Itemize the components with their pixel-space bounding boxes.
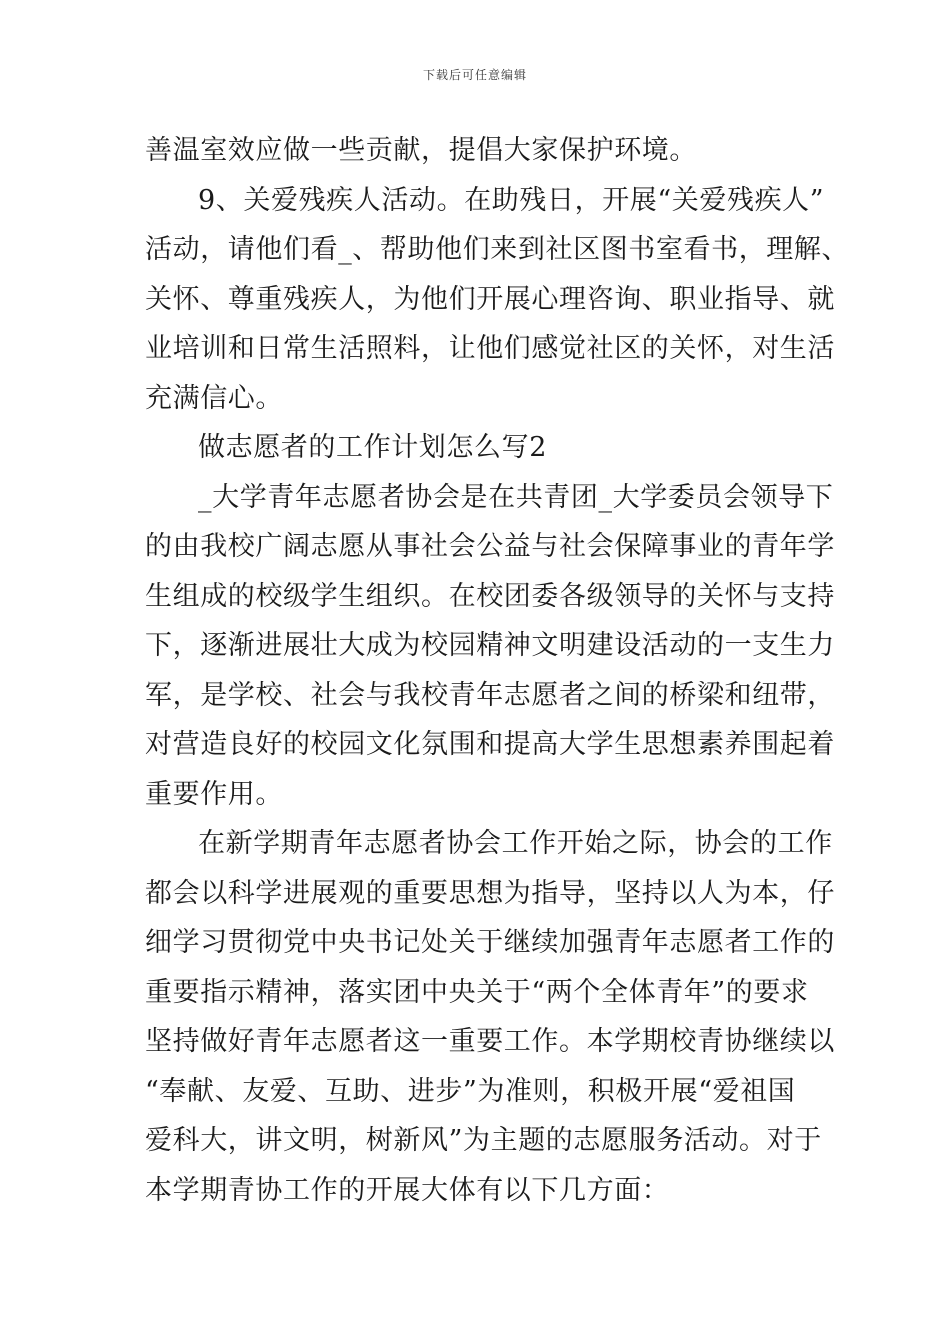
text-line: 重要指示精神，落实团中央关于“两个全体青年”的要求 [145, 976, 809, 1008]
text-line: 对营造良好的校园文化氛围和提高大学生思想素养围起着 [145, 729, 835, 760]
text-line: 坚持做好青年志愿者这一重要工作。本学期校青协继续以 [145, 1026, 835, 1057]
text-line: 善温室效应做一些贡献，提倡大家保护环境。 [145, 135, 697, 166]
text-line: 细学习贯彻党中央书记处关于继续加强青年志愿者工作的 [145, 927, 835, 958]
text-line: 在新学期青年志愿者协会工作开始之际，协会的工作 [198, 828, 833, 859]
section-heading: 做志愿者的工作计划怎么写2 [198, 432, 547, 463]
text-line: 下，逐渐进展壮大成为校园精神文明建设活动的一支生力 [145, 630, 835, 661]
text-line: “奉献、友爱、互助、进步”为准则，积极开展“爱祖国 [145, 1075, 796, 1107]
text-line: 生组成的校级学生组织。在校团委各级领导的关怀与支持 [145, 580, 835, 612]
text-line: 军，是学校、社会与我校青年志愿者之间的桥梁和纽带， [145, 679, 835, 711]
text-line: 爱科大，讲文明，树新风”为主题的志愿服务活动。对于 [145, 1125, 822, 1156]
text-line: 9、关爱残疾人活动。在助残日，开展“关爱残疾人” [198, 184, 825, 216]
text-line: 都会以科学进展观的重要思想为指导，坚持以人为本，仔 [145, 877, 835, 909]
text-line: 活动，请他们看_、帮助他们来到社区图书室看书，理解、 [145, 234, 850, 265]
text-line: 关怀、尊重残疾人，为他们开展心理咨询、职业指导、就 [145, 283, 835, 315]
text-line: _大学青年志愿者协会是在共青团_大学委员会领导下 [198, 481, 834, 513]
text-line: 的由我校广阔志愿从事社会公益与社会保障事业的青年学 [145, 531, 835, 562]
text-line: 充满信心。 [145, 382, 283, 414]
text-line: 本学期青协工作的开展大体有以下几方面： [145, 1174, 670, 1206]
header-note: 下载后可任意编辑 [422, 68, 527, 82]
document-body [145, 126, 850, 1215]
text-line: 重要作用。 [145, 778, 283, 810]
text-line: 业培训和日常生活照料，让他们感觉社区的关怀，对生活 [145, 333, 835, 364]
